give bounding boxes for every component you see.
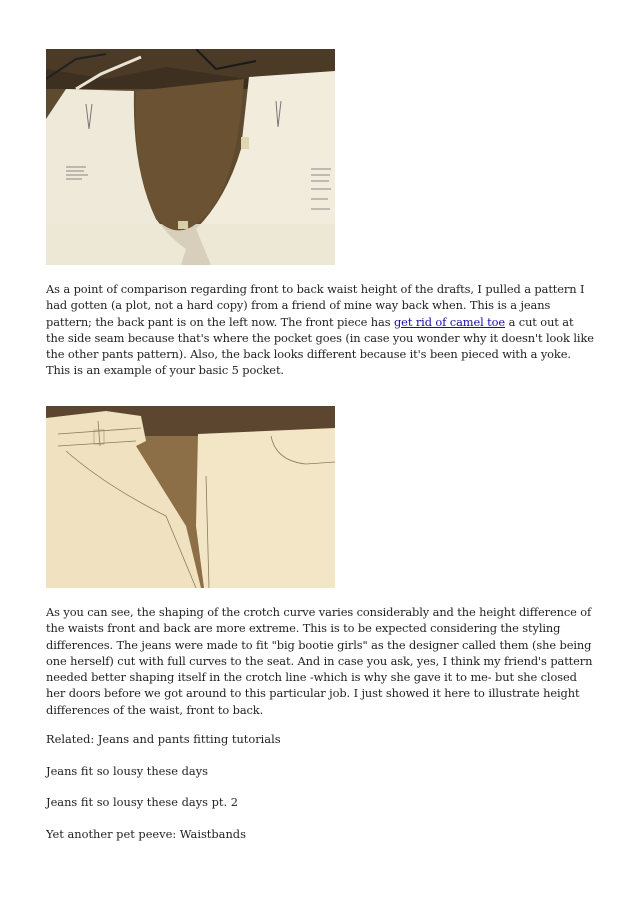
jeans-pattern-pieces-photo [46,406,335,588]
paragraph-crotch-curve: As you can see, the shaping of the crotch curve varies considerably and the height difference of the waists front and back are more extreme. This is to be expected considering the styling differences. The jeans were made to fit "big bootie girls" as the designer called them (she being one herself) cut with full curves to the seat. And in case you ask, yes, I think my friend's pattern needed better shaping itself in the crotch line -which is why she gave it to me- but she closed her doors before we got around to this particular job. I just showed it here to illustrate height differences of the waist, front to back. [46,605,593,717]
pattern-pieces-on-carpet-photo [46,49,335,265]
related-jeans-fit-lousy: Jeans fit so lousy these days [46,764,208,778]
related-jeans-fit-lousy-pt2: Jeans fit so lousy these days pt. 2 [46,795,238,809]
paragraph-pattern-comparison: As a point of comparison regarding front to back waist height of the drafts, I pulled a pattern I had gotten (a plot, not a hard copy) from a friend of mine way back when. This is a jeans pattern; the back pant is on the left now. The front piece has get rid of camel toe a cut out at the side seam because that's where the pocket goes (in case you wonder why it doesn't look like the other pants pattern). Also, the back looks different because it's been pieced with a yoke. This is an example of your basic 5 pocket. [46,282,594,378]
get-rid-of-camel-toe-link[interactable]: get rid of camel toe [393,314,506,329]
related-waistbands: Yet another pet peeve: Waistbands [46,827,246,841]
related-jeans-fitting-tutorials: Related: Jeans and pants fitting tutorials [46,732,281,746]
